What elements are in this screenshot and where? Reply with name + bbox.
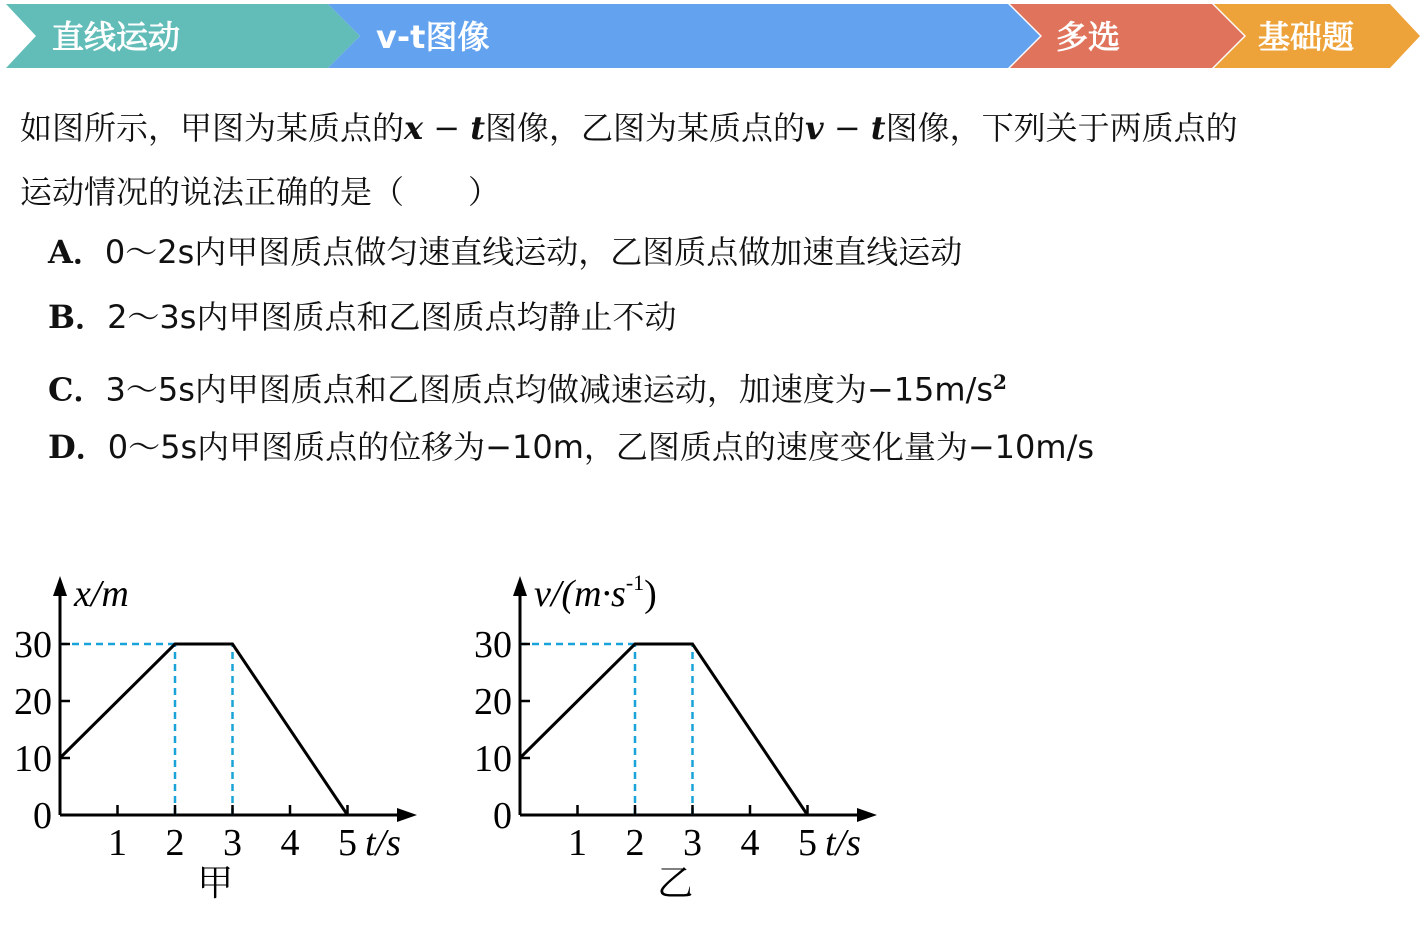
x-tick-label: 4 (280, 822, 300, 864)
option-text: 3～5s内甲图质点和乙图质点均做减速运动，加速度为−15m/s (105, 370, 994, 409)
option-c[interactable] (48, 350, 1007, 422)
option-b[interactable] (48, 285, 676, 349)
symbol-minus: − (423, 109, 471, 147)
x-tick-label: 1 (568, 822, 587, 864)
option-text: 0～5s内甲图质点的位移为−10m，乙图质点的速度变化量为−10m/s (107, 428, 1095, 466)
topic-banner (0, 0, 1424, 72)
option-d[interactable] (48, 415, 1094, 479)
y-tick-label: 0 (33, 795, 52, 837)
x-axis-arrow (397, 808, 417, 822)
y-tick-label: 10 (474, 738, 512, 780)
x-tick-label: 5 (798, 822, 817, 864)
x-tick-label: 2 (625, 822, 645, 864)
symbol-x: x (404, 109, 424, 147)
symbol-t: t (870, 109, 886, 147)
option-text: 0～2s内甲图质点做匀速直线运动，乙图质点做加速直线运动 (104, 233, 963, 271)
tag-straight-line-motion[interactable]: 直线运动 (52, 18, 181, 56)
option-superscript: 2 (993, 370, 1007, 394)
option-text: 2～3s内甲图质点和乙图质点均静止不动 (107, 298, 677, 336)
graph-jia (0, 560, 440, 920)
y-axis-label-text: v/(m·s (534, 573, 626, 615)
x-tick-label: 5 (338, 822, 357, 864)
x-axis-label: t/s (825, 822, 861, 864)
x-tick-label: 3 (683, 822, 702, 864)
vt-graph-svg (460, 560, 900, 920)
y-axis-arrow (53, 576, 67, 596)
question-text: 图像，乙图为某质点的 (485, 109, 806, 147)
tag-basic-level[interactable]: 基础题 (1258, 18, 1355, 56)
question-text: 如图所示，甲图为某质点的 (20, 109, 405, 147)
option-key: B． (48, 298, 108, 336)
question-stem (20, 96, 1410, 224)
question-line-1 (20, 96, 1410, 160)
symbol-v: v (805, 109, 824, 147)
y-axis-label-superscript: -1 (625, 570, 645, 595)
y-axis-label-close: ) (644, 573, 657, 615)
y-axis-label (73, 573, 129, 615)
y-tick-label: 30 (474, 624, 512, 666)
series-line (60, 644, 348, 815)
option-key: D． (48, 428, 108, 466)
tag-vt-graph[interactable]: v-t图像 (376, 18, 490, 56)
y-tick-label: 10 (14, 738, 52, 780)
graph-caption: 乙 (657, 863, 694, 903)
y-axis-label-text: x/m (74, 573, 129, 615)
series-line (520, 644, 808, 815)
option-a[interactable] (48, 220, 962, 284)
y-tick-label: 20 (474, 681, 512, 723)
option-key: C． (48, 370, 106, 409)
graph-yi (460, 560, 900, 920)
question-line-2: 运动情况的说法正确的是（ ） (20, 173, 501, 211)
tag-multiple-choice[interactable]: 多选 (1056, 18, 1121, 56)
y-tick-label: 30 (14, 624, 52, 666)
y-tick-label: 0 (493, 795, 512, 837)
x-tick-label: 1 (108, 822, 127, 864)
y-axis-label (534, 570, 657, 615)
symbol-t: t (470, 109, 486, 147)
x-tick-label: 2 (165, 822, 185, 864)
x-tick-label: 4 (740, 822, 760, 864)
option-key: A． (48, 233, 105, 271)
question-text: 图像，下列关于两质点的 (885, 109, 1238, 147)
x-axis-label: t/s (365, 822, 401, 864)
tag-arrow-2 (1010, 4, 1244, 68)
symbol-minus: − (823, 109, 871, 147)
x-axis-arrow (857, 808, 877, 822)
banner-arrows (0, 0, 1424, 72)
graph-caption: 甲 (197, 863, 234, 903)
y-axis-arrow (513, 576, 527, 596)
x-tick-label: 3 (223, 822, 242, 864)
xt-graph-svg (0, 560, 440, 920)
y-tick-label: 20 (14, 681, 52, 723)
